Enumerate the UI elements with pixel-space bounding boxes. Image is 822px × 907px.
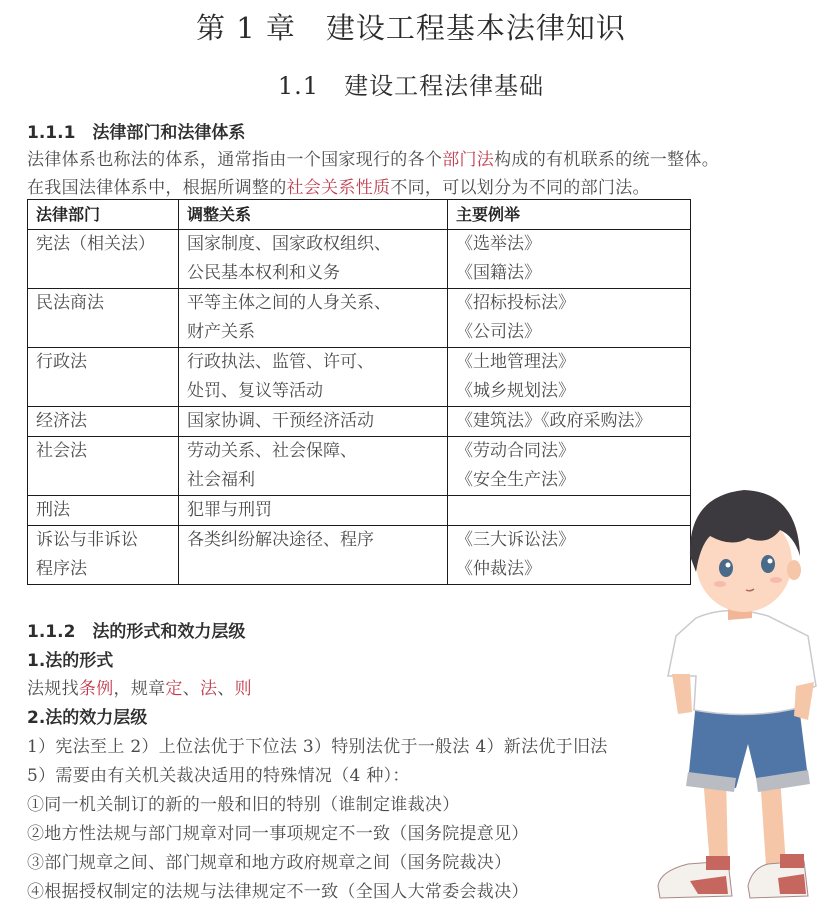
cell-relations xyxy=(179,437,448,496)
cell-text-line: 《公司法》 xyxy=(456,322,541,342)
list-item-case-1: ①同一机关制订的新的一般和旧的特别（谁制定谁裁决） xyxy=(27,795,460,815)
cell-text-line: 《劳动合同法》 xyxy=(456,441,575,461)
text: 在我国法律体系中，根据所调整的 xyxy=(27,178,287,198)
highlight-text: 法 xyxy=(200,679,218,699)
cell-text-line: 处罚、复议等活动 xyxy=(187,381,323,401)
cell-department xyxy=(28,496,179,526)
text: 法律体系也称法的体系，通常指由一个国家现行的各个 xyxy=(27,150,443,170)
cell-text-line: 《招标投标法》 xyxy=(456,293,575,313)
cell-text-line: 程序法 xyxy=(36,559,87,579)
cell-text-line: 刑法 xyxy=(36,500,70,520)
cell-relations xyxy=(179,407,448,437)
cell-examples xyxy=(448,230,691,289)
subsection-heading-1-1-1: 1.1.1 法律部门和法律体系 xyxy=(27,123,246,143)
highlight-text: 社会关系性质 xyxy=(286,178,391,198)
cell-text-line: 《国籍法》 xyxy=(456,263,541,283)
table-row xyxy=(28,526,691,585)
table-row xyxy=(28,496,691,526)
cell-text-line: 劳动关系、社会保障、 xyxy=(187,441,357,461)
cell-department xyxy=(28,407,179,437)
text: 构成的有机联系的统一整体。 xyxy=(494,150,720,170)
header-relations: 调整关系 xyxy=(179,200,448,230)
table-row xyxy=(28,230,691,289)
cell-text-line: 宪法（相关法） xyxy=(36,234,155,254)
chapter-title: 第 1 章 建设工程基本法律知识 xyxy=(196,11,626,45)
cell-department xyxy=(28,289,179,348)
list-item-case-4: ④根据授权制定的法规与法律规定不一致（全国人大常委会裁决） xyxy=(27,882,529,902)
cell-department xyxy=(28,230,179,289)
table-row xyxy=(28,407,691,437)
heading-law-forms: 1.法的形式 xyxy=(27,651,114,671)
paragraph-legal-system-definition xyxy=(27,145,719,170)
cell-examples xyxy=(448,407,691,437)
list-item-case-2: ②地方性法规与部门规章对同一事项规定不一致（国务院提意见） xyxy=(27,824,529,844)
cell-text-line: 《土地管理法》 xyxy=(456,352,575,372)
paragraph-law-forms-mnemonic xyxy=(27,674,252,699)
highlight-text: 定 xyxy=(165,679,183,699)
cell-relations xyxy=(179,289,448,348)
cell-text-line: 行政法 xyxy=(36,352,87,372)
text: 、 xyxy=(217,679,235,699)
paragraph-special-intro: 5）需要由有关机关裁决适用的特殊情况（4 种）： xyxy=(27,766,410,786)
cell-examples xyxy=(448,348,691,407)
cell-text-line: 社会福利 xyxy=(187,470,255,490)
cell-text-line: 各类纠纷解决途径、程序 xyxy=(187,530,374,550)
cell-examples xyxy=(448,289,691,348)
cell-text-line: 社会法 xyxy=(36,441,87,461)
header-examples: 主要例举 xyxy=(448,200,691,230)
cell-relations xyxy=(179,496,448,526)
cell-text-line: 《城乡规划法》 xyxy=(456,381,575,401)
paragraph-legal-division xyxy=(27,173,650,198)
cell-text-line: 诉讼与非诉讼 xyxy=(36,530,138,550)
heading-effect-hierarchy: 2.法的效力层级 xyxy=(27,708,148,728)
cartoon-boy-illustration xyxy=(648,476,822,907)
legal-departments-table xyxy=(27,199,691,585)
highlight-text: 则 xyxy=(234,679,252,699)
cell-relations xyxy=(179,348,448,407)
table-row xyxy=(28,289,691,348)
cell-text-line: 犯罪与刑罚 xyxy=(187,500,272,520)
cell-text-line: 国家协调、干预经济活动 xyxy=(187,411,374,431)
paragraph-principles: 1）宪法至上 2）上位法优于下位法 3）特别法优于一般法 4）新法优于旧法 xyxy=(27,737,608,757)
table-row xyxy=(28,437,691,496)
cell-text-line: 《仲裁法》 xyxy=(456,559,541,579)
cell-department xyxy=(28,437,179,496)
cell-text-line: 《选举法》 xyxy=(456,234,541,254)
subsection-heading-1-1-2: 1.1.2 法的形式和效力层级 xyxy=(27,622,246,642)
cell-text-line: 经济法 xyxy=(36,411,87,431)
highlight-text: 部门法 xyxy=(442,150,495,170)
text: 不同，可以划分为不同的部门法。 xyxy=(390,178,650,198)
header-department: 法律部门 xyxy=(28,200,179,230)
cell-relations xyxy=(179,526,448,585)
cell-text-line: 平等主体之间的人身关系、 xyxy=(187,293,391,313)
text: 、 xyxy=(182,679,201,699)
cell-department xyxy=(28,348,179,407)
list-item-case-3: ③部门规章之间、部门规章和地方政府规章之间（国务院裁决） xyxy=(27,853,512,873)
cell-text-line: 行政执法、监管、许可、 xyxy=(187,352,374,372)
cell-text-line: 《建筑法》《政府采购法》 xyxy=(456,411,652,431)
text: ，规章 xyxy=(113,679,166,699)
cell-text-line: 民法商法 xyxy=(36,293,104,313)
cell-text-line: 国家制度、国家政权组织、 xyxy=(187,234,391,254)
cell-text-line: 《三大诉讼法》 xyxy=(456,530,575,550)
text: 法规找 xyxy=(27,679,79,699)
cell-text-line: 《安全生产法》 xyxy=(456,470,575,490)
table-row xyxy=(28,348,691,407)
section-title: 1.1 建设工程法律基础 xyxy=(277,72,545,100)
cell-department xyxy=(28,526,179,585)
cell-relations xyxy=(179,230,448,289)
cell-text-line: 公民基本权利和义务 xyxy=(187,263,340,283)
highlight-text: 条例 xyxy=(78,679,114,699)
cell-text-line: 财产关系 xyxy=(187,322,255,342)
table-header-row xyxy=(28,200,691,230)
